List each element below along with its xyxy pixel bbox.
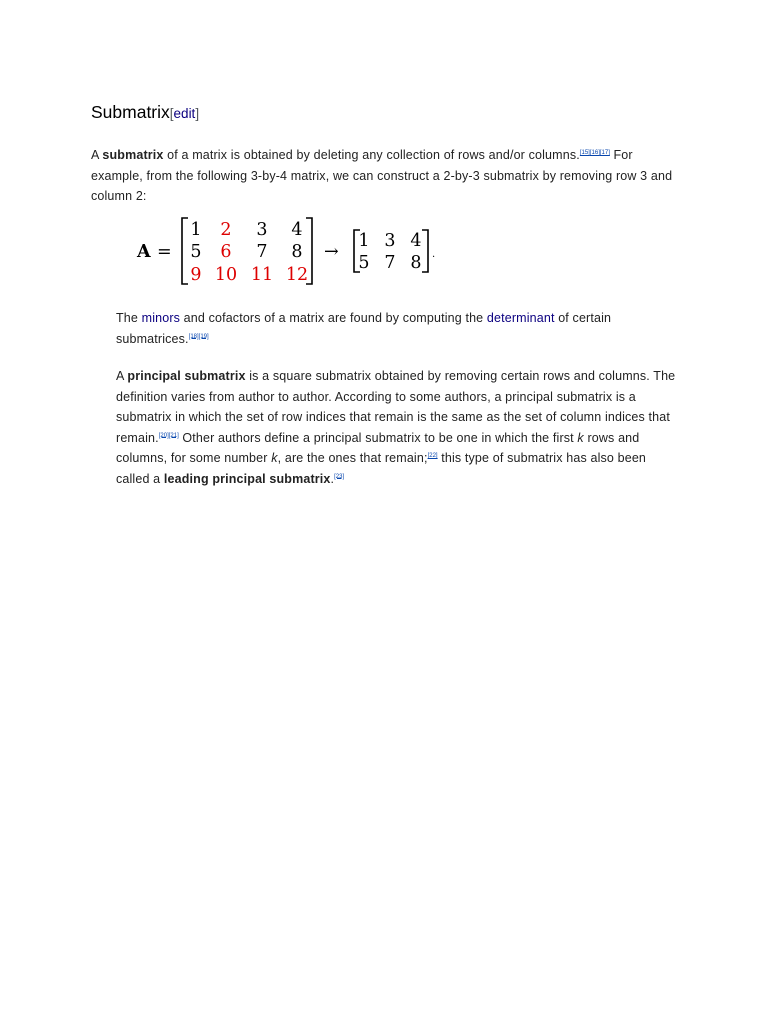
text-run: Other authors define a principal submatrix to be one in which the first (178, 430, 578, 445)
text-run: rows and columns, for some number (116, 430, 640, 465)
citation-link[interactable]: [22] (427, 452, 438, 459)
minors-paragraph (116, 308, 676, 349)
citation-group (580, 150, 610, 156)
variable-k: k (271, 451, 278, 465)
text-run: A (116, 369, 128, 383)
term-submatrix: submatrix (102, 148, 164, 162)
matrix-a-cell: 7 (256, 242, 268, 262)
edit-bracket-close: ] (195, 106, 200, 121)
matrix-a-cell-removed: 12 (285, 265, 309, 285)
section-title: Submatrix (91, 102, 170, 122)
text-run: is a square submatrix obtained by removing certain rows and columns. The definition varies from author to author. According to some authors, a principal submatrix is a submatrix in which the set of row indices that remain is the same as the set of column indices that remain. (116, 369, 676, 445)
text-run: . (330, 471, 335, 486)
matrix-a-cell: 5 (190, 242, 202, 262)
matrix-b-cell: 7 (384, 253, 396, 273)
citation-link[interactable]: [21] (168, 432, 179, 439)
matrix-a-cell-removed: 6 (220, 242, 232, 262)
formula-period: . (432, 249, 436, 260)
matrix-a-cell: 3 (256, 220, 268, 240)
edit-section-link[interactable] (170, 106, 199, 121)
citation-link[interactable]: [23] (334, 473, 345, 480)
citation-link[interactable]: [20] (158, 432, 169, 439)
citation-group (428, 453, 438, 459)
matrix-a-cell-removed: 2 (220, 220, 232, 240)
citation-link[interactable]: [19] (198, 333, 209, 340)
term-leading-principal-submatrix: leading principal submatrix (163, 471, 331, 486)
section-heading (91, 102, 199, 123)
submatrix-formula (135, 213, 445, 287)
matrix-b-cell: 5 (358, 253, 370, 273)
text-run: , are the ones that remain; (277, 451, 428, 465)
matrix-b-cell: 4 (410, 231, 422, 251)
equals-sign: = (157, 242, 172, 262)
matrix-a-cell-removed: 11 (250, 265, 274, 285)
citation-link[interactable]: [18] (188, 333, 199, 340)
matrix-symbol-a: A (137, 242, 151, 262)
matrix-a-cell-removed: 10 (214, 265, 238, 285)
citation-group (189, 333, 209, 339)
matrix-b-cell: 3 (384, 231, 396, 251)
edit-link-label[interactable]: edit (173, 106, 196, 121)
matrix-a-cell-removed: 9 (190, 265, 202, 285)
text-run: A (91, 148, 103, 162)
matrix-a-cell: 1 (190, 220, 202, 240)
text-run: The (116, 311, 142, 325)
determinant-link[interactable]: determinant (486, 311, 555, 325)
text-run: of a matrix is obtained by deleting any collection of rows and/or columns. (163, 148, 580, 162)
arrow-symbol: → (324, 242, 339, 262)
matrix-a-cell: 4 (291, 220, 303, 240)
citation-group (334, 473, 344, 479)
matrix-a-left-bracket (182, 218, 188, 284)
term-principal-submatrix: principal submatrix (127, 369, 246, 383)
intro-paragraph (91, 145, 675, 207)
variable-k: k (577, 430, 584, 445)
text-run: and cofactors of a matrix are found by computing the (180, 311, 487, 325)
principal-submatrix-paragraph (116, 366, 676, 489)
text-run: this type of submatrix has also been called a (116, 451, 647, 486)
citation-link[interactable]: [16] (589, 149, 600, 156)
text-run: For example, from the following 3-by-4 matrix, we can construct a 2-by-3 submatrix by removing row 3 and column 2: (91, 148, 673, 203)
matrix-b-cell: 1 (358, 231, 370, 251)
citation-link[interactable]: [17] (599, 149, 610, 156)
matrix-b-right-bracket (422, 230, 428, 272)
citation-group (159, 432, 179, 438)
matrix-a-cell: 8 (291, 242, 303, 262)
matrix-b-cell: 8 (410, 253, 422, 273)
edit-bracket-open: [ (169, 106, 174, 121)
text-run: of certain submatrices. (116, 311, 612, 346)
minors-link[interactable]: minors (141, 311, 181, 325)
citation-link[interactable]: [15] (579, 149, 590, 156)
